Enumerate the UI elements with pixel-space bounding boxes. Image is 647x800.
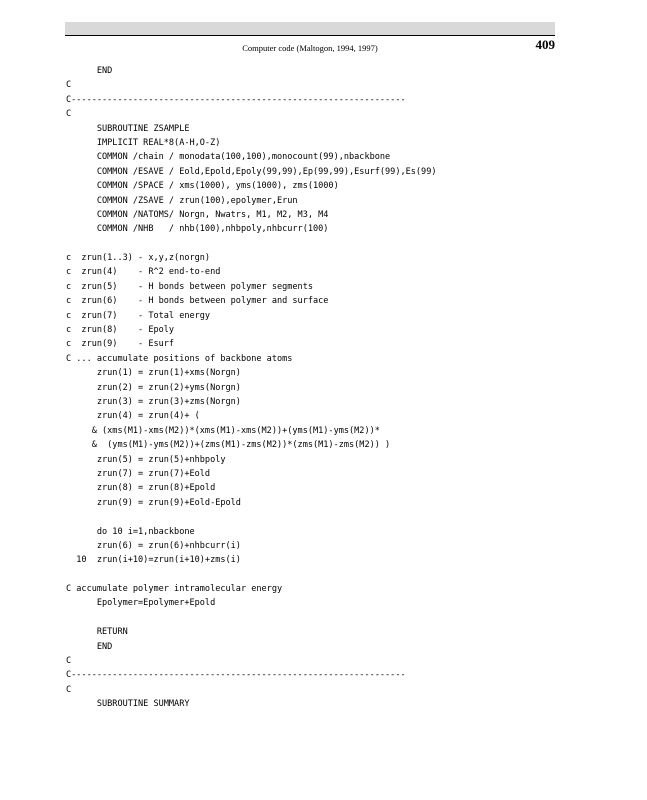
code-line: COMMON /NATOMS/ Norgn, Nwatrs, M1, M2, M3, M4 <box>66 209 329 220</box>
code-line: END <box>66 641 113 652</box>
code-line: C <box>66 684 72 695</box>
running-head: Computer code (Maltogon, 1994, 1997) <box>242 43 378 53</box>
code-line: 10 zrun(i+10)=zrun(i+10)+zms(i) <box>66 555 241 566</box>
code-line: & (yms(M1)-yms(M2))+(zms(M1)-zms(M2))*(zms(M1)-zms(M2)) ) <box>66 440 391 451</box>
code-line: Epolymer=Epolymer+Epold <box>66 598 216 609</box>
top-shaded-bar <box>65 22 555 35</box>
code-line: END <box>66 66 113 76</box>
code-line: RETURN <box>66 627 128 638</box>
code-line: zrun(9) = zrun(9)+Eold-Epold <box>66 497 241 508</box>
code-line: COMMON /ESAVE / Eold,Epold,Epoly(99,99),Ep(99,99),Esurf(99),Es(99) <box>66 166 437 177</box>
code-line: c zrun(9) - Esurf <box>66 339 175 350</box>
code-line: c zrun(8) - Epoly <box>66 325 175 336</box>
code-line: zrun(2) = zrun(2)+yms(Norgn) <box>66 382 241 393</box>
code-line: COMMON /chain / monodata(100,100),monocount(99),nbackbone <box>66 152 391 163</box>
code-line: zrun(1) = zrun(1)+xms(Norgn) <box>66 368 241 379</box>
code-line <box>66 568 437 582</box>
code-line: zrun(8) = zrun(8)+Epold <box>66 483 216 494</box>
page-number: 409 <box>535 37 555 52</box>
code-line: c zrun(4) - R^2 end-to-end <box>66 267 221 278</box>
code-line: c zrun(6) - H bonds between polymer and surface <box>66 296 329 307</box>
code-line <box>66 510 437 524</box>
code-line: do 10 i=1,nbackbone <box>66 526 195 537</box>
code-line: C <box>66 80 72 91</box>
code-line: C <box>66 656 72 667</box>
code-line: zrun(7) = zrun(7)+Eold <box>66 468 211 479</box>
code-line: COMMON /ZSAVE / zrun(100),epolymer,Erun <box>66 195 298 206</box>
code-line: C accumulate polymer intramolecular energy <box>66 584 283 595</box>
code-line: zrun(6) = zrun(6)+nhbcurr(i) <box>66 540 241 551</box>
code-line: SUBROUTINE SUMMARY <box>66 699 190 710</box>
code-line: IMPLICIT REAL*8(A-H,O-Z) <box>66 137 221 148</box>
code-line: c zrun(5) - H bonds between polymer segments <box>66 281 313 292</box>
code-line <box>66 611 437 625</box>
code-line: C ... accumulate positions of backbone atoms <box>66 353 293 364</box>
code-line: SUBROUTINE ZSAMPLE <box>66 123 190 134</box>
code-line: COMMON /SPACE / xms(1000), yms(1000), zms(1000) <box>66 181 339 192</box>
code-listing <box>66 64 437 712</box>
code-line: zrun(5) = zrun(5)+nhbpoly <box>66 454 226 465</box>
code-line: & (xms(M1)-xms(M2))*(xms(M1)-xms(M2))+(yms(M1)-yms(M2))* <box>66 425 380 436</box>
code-line: c zrun(1..3) - x,y,z(norgn) <box>66 253 211 264</box>
code-line: C----------------------------------------------------------------- <box>66 670 406 681</box>
code-line: COMMON /NHB / nhb(100),nhbpoly,nhbcurr(100) <box>66 224 329 235</box>
code-line: C----------------------------------------------------------------- <box>66 94 406 105</box>
code-line: zrun(3) = zrun(3)+zms(Norgn) <box>66 396 241 407</box>
code-line: c zrun(7) - Total energy <box>66 310 211 321</box>
header-rule <box>65 35 555 36</box>
code-line: C <box>66 109 72 120</box>
code-line <box>66 237 437 251</box>
code-line: zrun(4) = zrun(4)+ ( <box>66 411 200 422</box>
